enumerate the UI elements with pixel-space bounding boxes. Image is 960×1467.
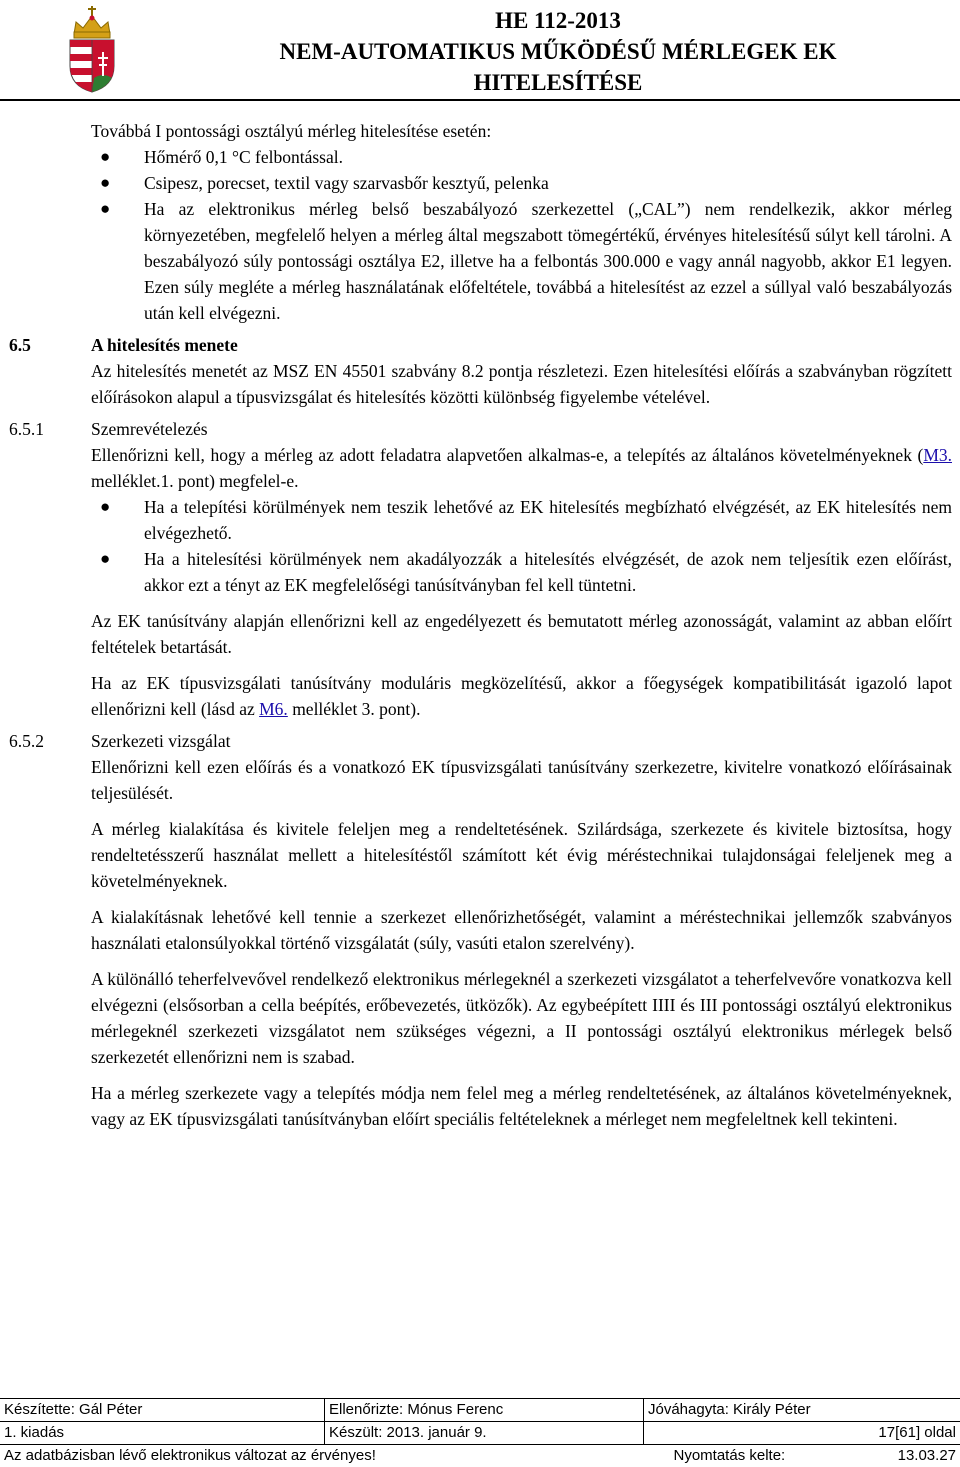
bullet-icon: ●	[100, 497, 111, 516]
page-header	[0, 0, 960, 101]
section-6-5-text: Az hitelesítés menetét az MSZ EN 45501 szabvány 8.2 pontja részletezi. Ezen hitelesítési előírás a szabványban rögzített előírásokon alapul a típusvizsgálat és hitelesítés közötti különbség figyelembe vételével.	[91, 361, 952, 407]
section-heading-6-5	[9, 332, 952, 358]
section-title: Szerkezeti vizsgálat	[91, 731, 231, 751]
section-6-5-1-text: Ellenőrizni kell, hogy a mérleg az adott feladatra alapvetően alkalmas-e, a telepítés az általános követelményeknek (M3. melléklet.1. pont) megfelel-e.	[91, 445, 952, 491]
paragraph: A különálló teherfelvevővel rendelkező elektronikus mérlegeknél a szerkezeti vizsgálatot a teherfelvevőre vonatkozva kell elvégezni (elsősorban a cella beépítés, erőbevezetés, ütközők). Az egybeépített IIII és III pontossági osztályú elektronikus mérlegeknél szerkezeti vizsgálatot nem szükséges végezni, a II pontossági osztályú elektronikus mérlegek belső szerkezetét ellenőrizni nem is szabad.	[91, 969, 952, 1067]
list-item: ● Ha a hitelesítési körülmények nem akadályozzák a hitelesítés elvégzését, de azok nem teljesítik ezen előírást, akkor ezt a tényt az EK megfelelőségi tanúsítványban fel kell tüntetni.	[144, 546, 952, 598]
paragraph: A kialakításnak lehetővé kell tennie a szerkezet ellenőrizhetőségét, valamint a méréstechnikai jellemzők szabványos használati etalonsúlyokkal történő vizsgálatát (súly, vasúti etalon szerelvény).	[91, 907, 952, 953]
title-line-3: HITELESÍTÉSE	[473, 70, 643, 95]
section-heading-6-5-2	[9, 728, 952, 754]
print-date-label: Nyomtatás kelte:	[673, 1447, 786, 1464]
made-date: Készült: 2013. január 9.	[325, 1422, 644, 1445]
annex-m3-link[interactable]: M3.	[923, 445, 952, 465]
section-title: A hitelesítés menete	[91, 335, 238, 355]
list-item: ● Hőmérő 0,1 °C felbontással.	[144, 144, 952, 170]
checked-by: Ellenőrizte: Mónus Ferenc	[325, 1399, 644, 1422]
section-6-5-2-text: Ellenőrizni kell ezen előírás és a vonatkozó EK típusvizsgálati tanúsítvány szerkezetre, kivitelre vonatkozó előírásainak teljesülését.	[91, 757, 952, 803]
bullet-icon: ●	[100, 549, 111, 568]
title-line-2: NEM-AUTOMATIKUS MŰKÖDÉSŰ MÉRLEGEK EK	[279, 39, 837, 64]
paragraph: A mérleg kialakítása és kivitele feleljen meg a rendeltetésének. Szilárdsága, szerkezete és kivitele biztosítsa, hogy rendeltetésszerű használat mellett a hitelesítéstől számított két évig méréstechnikai tulajdonságai feleljenek meg a követelményeknek.	[91, 819, 952, 891]
ek-modular-paragraph: Ha az EK típusvizsgálati tanúsítvány moduláris megközelítésű, akkor a főegységek kompatibilitását igazoló lapot ellenőrizni kell (lásd az M6. melléklet 3. pont).	[91, 673, 952, 719]
bullet-icon: ●	[100, 199, 111, 218]
annex-m6-link[interactable]: M6.	[259, 699, 288, 719]
approved-by: Jóváhagyta: Király Péter	[644, 1399, 960, 1422]
section-title: Szemrevételezés	[91, 419, 208, 439]
list-item: ● Ha az elektronikus mérleg belső beszabályozó szerkezettel („CAL”) nem rendelkezik, akkor mérleg környezetében, megfelelő helyen a mérleg által megszabott tömegértékű, érvényes hitelesítésű súlyt kell tárolni. A beszabályozó súly pontossági osztálya E2, illetve ha a felbontás 300.000 e vagy annál nagyobb, akkor E1 legyen. Ezen súly megléte a mérleg használatának előfeltétele, továbbá a hitelesítést az ezzel a súllyal való beszabályozás után kell elvégezni.	[144, 196, 952, 326]
header-divider	[0, 99, 960, 101]
list-item: ● Csipesz, porecset, textil vagy szarvasbőr kesztyű, pelenka	[144, 170, 952, 196]
section-number: 6.5.2	[9, 731, 44, 751]
validity-notice: Az adatbázisban lévő elektronikus változat az érvényes!	[4, 1447, 376, 1464]
intro-paragraph: Továbbá I pontossági osztályú mérleg hitelesítése esetén:	[91, 121, 492, 141]
hungarian-coat-of-arms-icon	[66, 4, 118, 94]
prepared-by: Készítette: Gál Péter	[0, 1399, 325, 1422]
bullet-icon: ●	[100, 173, 111, 192]
list-item: ● Ha a telepítési körülmények nem teszik lehetővé az EK hitelesítés megbízható elvégzését, az EK hitelesítés nem elvégezhető.	[144, 494, 952, 546]
page-number: 17[61] oldal	[644, 1422, 960, 1445]
ek-certificate-paragraph: Az EK tanúsítvány alapján ellenőrizni kell az engedélyezett és bemutatott mérleg azonosságát, valamint az abban előírt feltételek betartását.	[91, 611, 952, 657]
page-footer	[0, 1398, 960, 1467]
print-date: 13.03.27	[897, 1447, 956, 1464]
document-title	[160, 5, 956, 98]
section-number: 6.5.1	[9, 419, 44, 439]
document-body	[0, 118, 960, 1132]
bullet-icon: ●	[100, 147, 111, 166]
title-line-1: HE 112-2013	[495, 8, 621, 33]
section-heading-6-5-1	[9, 416, 952, 442]
section-number: 6.5	[9, 335, 31, 355]
paragraph: Ha a mérleg szerkezete vagy a telepítés módja nem felel meg a mérleg rendeltetésének, az általános követelményeknek, vagy az EK típusvizsgálati tanúsítványban előírt speciális feltételeknek a mérleget nem megfeleltnek kell tekinteni.	[91, 1083, 952, 1129]
edition: 1. kiadás	[0, 1422, 325, 1445]
